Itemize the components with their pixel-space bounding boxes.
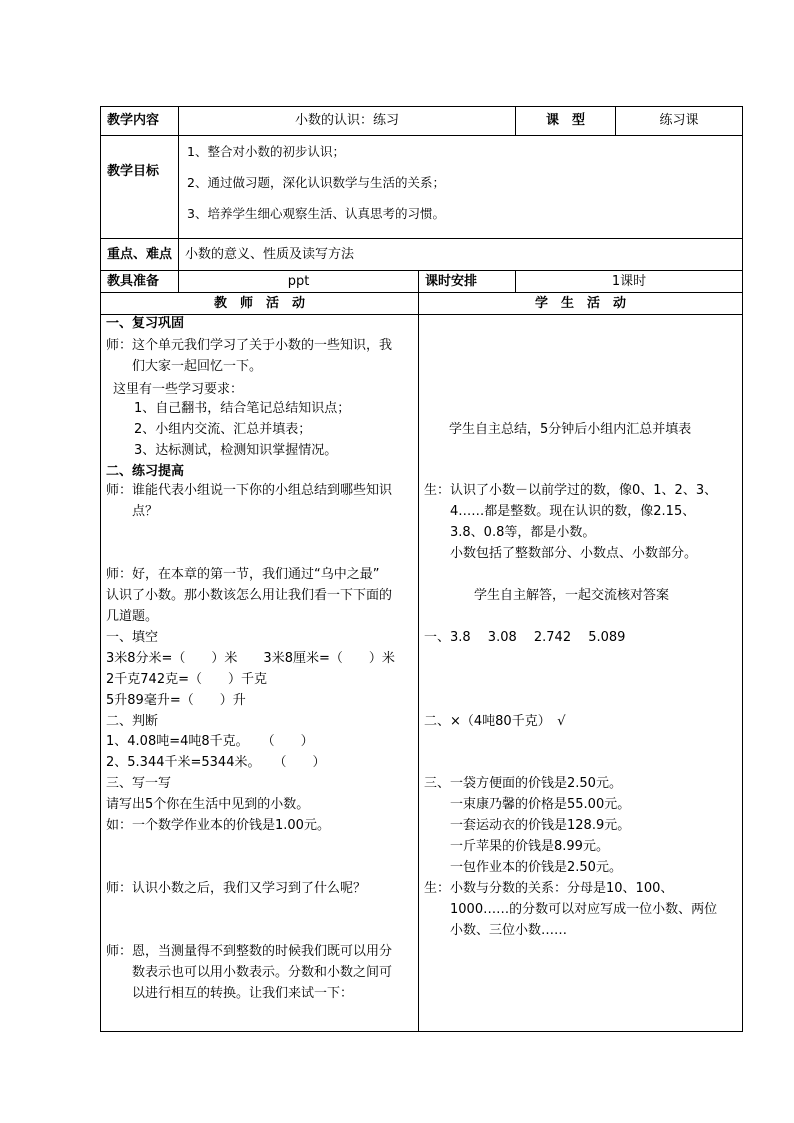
row-content [101, 107, 743, 136]
type-label: 课 型 [516, 107, 616, 136]
hours-label: 课时安排 [419, 271, 516, 293]
row-column-titles [101, 293, 743, 315]
tools-label: 教具准备 [101, 271, 179, 293]
teacher-text: 师：这个单元我们学习了关于小数的一些知识，我 [106, 338, 393, 353]
answer-item: 二、×（4吨80千克） √ [424, 714, 566, 729]
type-value: 练习课 [616, 107, 743, 136]
content-label: 教学内容 [101, 107, 179, 136]
teacher-text: 以进行相互的转换。让我们来试一下： [132, 986, 354, 1001]
student-text: 3.8、0.8等，都是小数。 [450, 525, 596, 540]
answer-item: 一斤苹果的价钱是8.99元。 [450, 839, 609, 854]
row-tools [101, 271, 743, 293]
answer-item: 一套运动衣的价钱是128.9元。 [450, 818, 631, 833]
answer-item: 一束康乃馨的价格是55.00元。 [450, 797, 631, 812]
teacher-column-title: 教 师 活 动 [101, 293, 419, 315]
fill-title: 一、填空 [106, 630, 159, 645]
goals-label: 教学目标 [101, 136, 179, 239]
student-text: 小数、三位小数…… [450, 923, 568, 938]
student-column-title: 学 生 活 动 [419, 293, 743, 315]
requirement-item: 1、自己翻书，结合笔记总结知识点； [134, 401, 351, 416]
key-value: 小数的意义、性质及读写方法 [179, 239, 743, 271]
answer-item: 一包作业本的价钱是2.50元。 [450, 860, 622, 875]
student-text: 学生自主解答，一起交流核对答案 [474, 588, 670, 603]
student-text: 小数包括了整数部分、小数点、小数部分。 [450, 546, 698, 561]
student-text: 4……都是整数。现在认识的数，像2.15、 [450, 504, 696, 519]
teacher-activities [101, 315, 419, 1032]
teacher-text: 这里有一些学习要求： [113, 382, 244, 397]
teacher-text: 几道题。 [106, 609, 159, 624]
student-text: 生：认识了小数－以前学过的数，像0、1、2、3、 [424, 483, 718, 498]
answer-item: 三、一袋方便面的价钱是2.50元。 [424, 776, 622, 791]
review-title: 一、复习巩固 [106, 316, 185, 331]
teacher-text: 认识了小数。那小数该怎么用让我们看一下下面的 [106, 588, 393, 603]
exercise-item: 2、5.344千米=5344米。 （ ） [106, 755, 326, 770]
teacher-text: 请写出5个你在生活中见到的小数。 [106, 797, 310, 812]
judge-title: 二、判断 [106, 714, 159, 729]
exercise-item: 2千克742克=（ ）千克 [106, 672, 267, 687]
row-activities [101, 315, 743, 1032]
goal-item: 1、整合对小数的初步认识； [187, 144, 345, 159]
exercise-item: 3米8分米=（ ）米 3米8厘米=（ ）米 [106, 651, 395, 666]
teacher-text: 点？ [132, 504, 159, 519]
teacher-text: 们大家一起回忆一下。 [132, 359, 263, 374]
exercise-item: 1、4.08吨=4吨8千克。 （ ） [106, 734, 314, 749]
student-text: 学生自主总结，5分钟后小组内汇总并填表 [449, 422, 692, 437]
goal-item: 3、培养学生细心观察生活、认真思考的习惯。 [187, 206, 445, 221]
teacher-text: 师：恩，当测量得不到整数的时候我们既可以用分 [106, 944, 393, 959]
lesson-plan-table [100, 106, 743, 1032]
answer-item: 一、3.8 3.08 2.742 5.089 [424, 630, 626, 645]
student-activities [419, 315, 743, 1032]
teacher-text: 师：好，在本章的第一节，我们通过“乌中之最” [106, 567, 380, 582]
tools-value: ppt [179, 271, 419, 293]
teacher-text: 如：一个数学作业本的价钱是1.00元。 [106, 818, 330, 833]
practice-title: 二、练习提高 [106, 464, 185, 479]
write-title: 三、写一写 [106, 776, 172, 791]
teacher-text: 师：认识小数之后，我们又学习到了什么呢？ [106, 881, 367, 896]
student-text: 1000……的分数可以对应写成一位小数、两位 [450, 902, 718, 917]
goal-item: 2、通过做习题，深化认识数学与生活的关系； [187, 175, 445, 190]
content-value: 小数的认识：练习 [179, 107, 516, 136]
key-label: 重点、难点 [101, 239, 179, 271]
exercise-item: 5升89毫升=（ ）升 [106, 693, 246, 708]
requirement-item: 2、小组内交流、汇总并填表； [134, 422, 312, 437]
goals-cell [179, 136, 743, 239]
student-text: 生：小数与分数的关系：分母是10、100、 [424, 881, 674, 896]
teacher-text: 数表示也可以用小数表示。分数和小数之间可 [132, 965, 393, 980]
requirement-item: 3、达标测试，检测知识掌握情况。 [134, 443, 338, 458]
row-key-points [101, 239, 743, 271]
teacher-text: 师：谁能代表小组说一下你的小组总结到哪些知识 [106, 483, 393, 498]
hours-value: 1课时 [516, 271, 743, 293]
row-goals [101, 136, 743, 239]
